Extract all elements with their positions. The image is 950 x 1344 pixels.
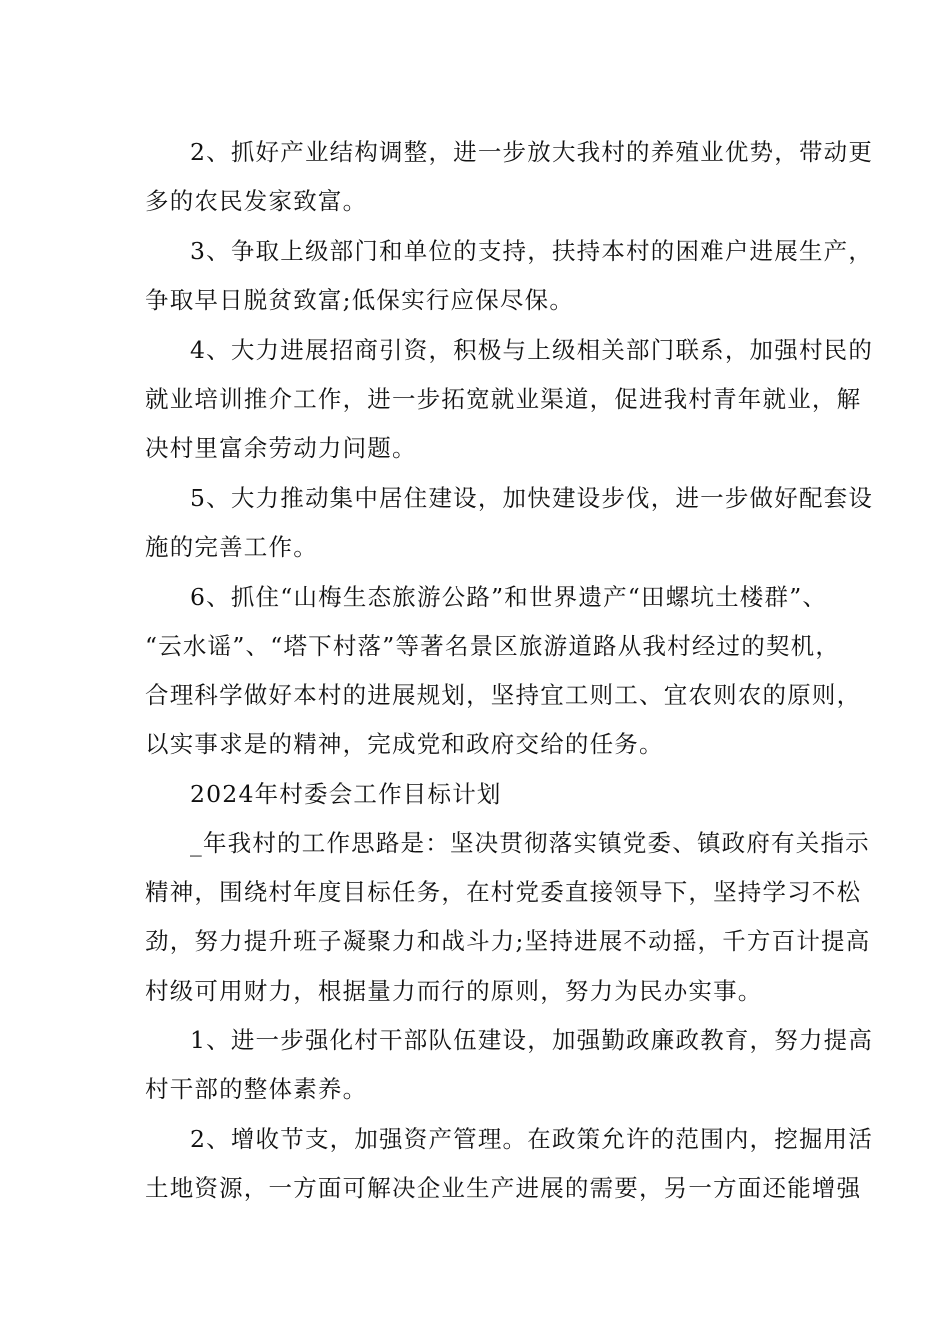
text-line: 决村里富余劳动力问题。 (145, 434, 417, 462)
text-line: “云水谣”、“塔下村落”等著名景区旅游道路从我村经过的契机， (145, 632, 841, 660)
text-line: 精神，围绕村年度目标任务，在村党委直接领导下，坚持学习不松 (145, 878, 862, 906)
text-line: 3、争取上级部门和单位的支持，扶持本村的困难户进展生产， (190, 237, 874, 265)
text-line: 2、增收节支，加强资产管理。在政策允许的范围内，挖掘用活 (190, 1125, 874, 1153)
section-heading: 2024年村委会工作目标计划 (190, 780, 502, 808)
text-line: 合理科学做好本村的进展规划，坚持宜工则工、宜农则农的原则， (145, 681, 862, 709)
text-line: 争取早日脱贫致富;低保实行应保尽保。 (145, 286, 575, 314)
text-line: 1、进一步强化村干部队伍建设，加强勤政廉政教育，努力提高 (190, 1026, 874, 1054)
text-line: 6、抓住“山梅生态旅游公路”和世界遗产“田螺坑土楼群”、 (190, 583, 828, 611)
text-line: 就业培训推介工作，进一步拓宽就业渠道，促进我村青年就业，解 (145, 385, 862, 413)
text-line: 土地资源，一方面可解决企业生产进展的需要，另一方面还能增强 (145, 1174, 862, 1202)
text-line: 5、大力推动集中居住建设，加快建设步伐，进一步做好配套设 (190, 484, 874, 512)
text-line: 施的完善工作。 (145, 533, 318, 561)
text-line: 劲，努力提升班子凝聚力和战斗力;坚持进展不动摇，千方百计提高 (145, 927, 871, 955)
text-line: 2、抓好产业结构调整，进一步放大我村的养殖业优势，带动更 (190, 138, 874, 166)
text-line: 村级可用财力，根据量力而行的原则，努力为民办实事。 (145, 977, 763, 1005)
text-line: _年我村的工作思路是：坚决贯彻落实镇党委、镇政府有关指示 (190, 829, 870, 857)
text-line: 村干部的整体素养。 (145, 1075, 368, 1103)
text-line: 4、大力进展招商引资，积极与上级相关部门联系，加强村民的 (190, 336, 874, 364)
text-line: 多的农民发家致富。 (145, 187, 368, 215)
text-line: 以实事求是的精神，完成党和政府交给的任务。 (145, 730, 664, 758)
